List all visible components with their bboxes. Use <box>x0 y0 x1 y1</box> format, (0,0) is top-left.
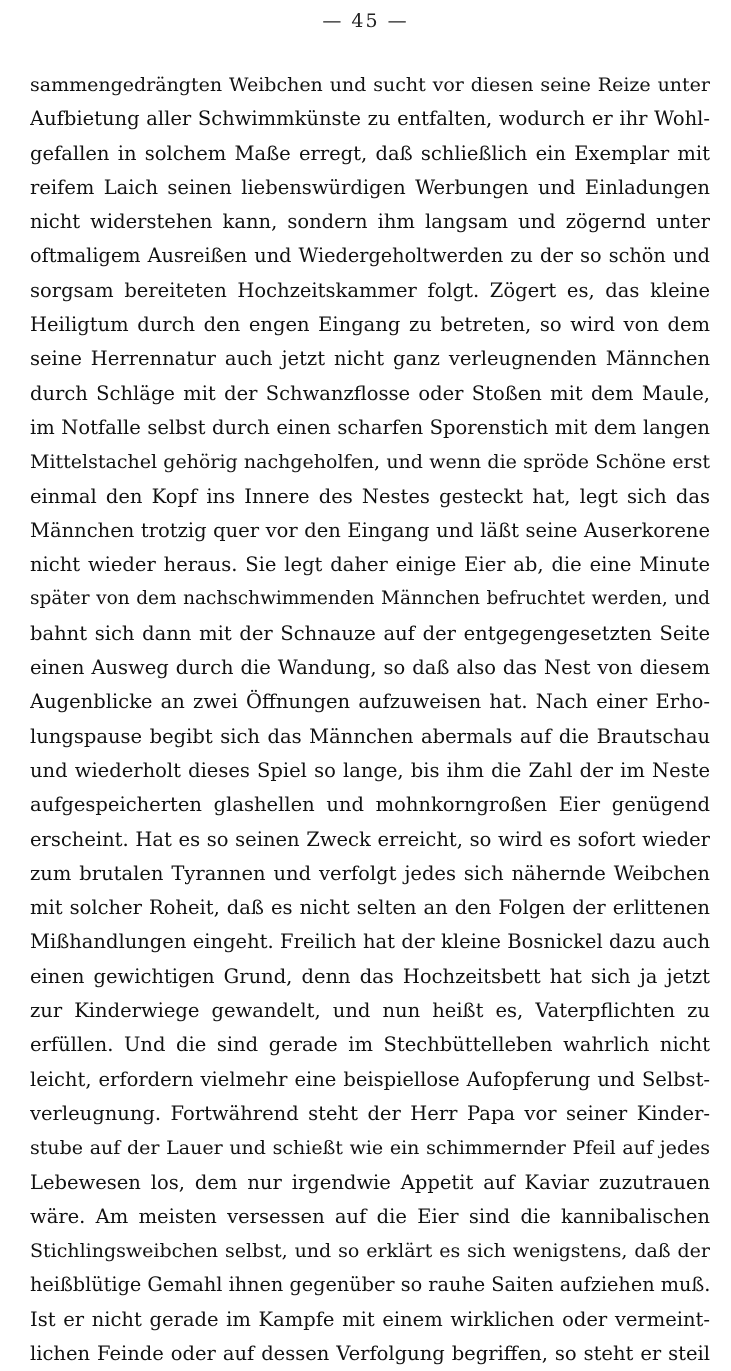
text-line: zum brutalen Tyrannen und verfolgt jedes sich nähernde Weibchen <box>30 861 710 885</box>
text-line: bahnt sich dann mit der Schnauze auf der entgegengesetzten Seite <box>30 621 710 645</box>
text-line: Heiligtum durch den engen Eingang zu betreten, so wird von dem <box>30 313 710 337</box>
text-line: leicht, erfordern vielmehr eine beispiellose Aufopferung und Selbst- <box>30 1067 710 1091</box>
text-line: im Notfalle selbst durch einen scharfen Sporenstich mit dem langen <box>30 415 710 439</box>
text-line: lungspause begibt sich das Männchen abermals auf die Brautschau <box>30 724 710 748</box>
text-line: reifem Laich seinen liebenswürdigen Werbungen und Einladungen <box>30 175 710 199</box>
text-line: sammengedrängten Weibchen und sucht vor diesen seine Reize unter <box>30 74 710 96</box>
text-line: und wiederholt dieses Spiel so lange, bis ihm die Zahl der im Neste <box>30 758 710 782</box>
text-line: stube auf der Lauer und schießt wie ein schimmernder Pfeil auf jedes <box>30 1137 710 1160</box>
text-line: Ist er nicht gerade im Kampfe mit einem wirklichen oder vermeint- <box>30 1307 710 1331</box>
text-line: heißblütige Gemahl ihnen gegenüber so rauhe Saiten aufziehen muß. <box>30 1273 710 1297</box>
text-line: wäre. Am meisten versessen auf die Eier sind die kannibalischen <box>30 1204 710 1228</box>
text-line: Lebewesen los, dem nur irgendwie Appetit auf Kaviar zuzutrauen <box>30 1170 710 1194</box>
text-line: Mißhandlungen eingeht. Freilich hat der kleine Bosnickel dazu auch <box>30 930 710 954</box>
text-line: einmal den Kopf ins Innere des Nestes gesteckt hat, legt sich das <box>30 484 710 508</box>
page-number: — 45 — <box>322 10 409 32</box>
text-line: Männchen trotzig quer vor den Eingang und läßt seine Auserkorene <box>30 518 710 542</box>
body-text <box>30 68 710 1371</box>
text-line: gefallen in solchem Maße erregt, daß schließlich ein Exemplar mit <box>30 141 710 165</box>
text-line: Aufbietung aller Schwimmkünste zu entfalten, wodurch er ihr Wohl- <box>30 107 710 131</box>
text-line: zur Kinderwiege gewandelt, und nun heißt es, Vaterpflichten zu <box>30 999 710 1023</box>
text-line: aufgespeicherten glashellen und mohnkorngroßen Eier genügend <box>30 793 710 817</box>
text-line: Augenblicke an zwei Öffnungen aufzuweisen hat. Nach einer Erho- <box>30 690 710 714</box>
text-line: Stichlingsweibchen selbst, und so erklärt es sich wenigstens, daß der <box>30 1240 710 1263</box>
text-line: seine Herrennatur auch jetzt nicht ganz verleugnenden Männchen <box>30 347 710 371</box>
text-line: erscheint. Hat es so seinen Zweck erreicht, so wird es sofort wieder <box>30 827 710 851</box>
text-line: Mittelstachel gehörig nachgeholfen, und wenn die spröde Schöne erst <box>30 451 710 474</box>
text-line: erfüllen. Und die sind gerade im Stechbüttelleben wahrlich nicht <box>30 1033 710 1057</box>
text-line: später von dem nachschwimmenden Männchen befruchtet werden, und <box>30 588 710 610</box>
text-line: sorgsam bereiteten Hochzeitskammer folgt. Zögert es, das kleine <box>30 278 710 302</box>
text-line: verleugnung. Fortwährend steht der Herr Papa vor seiner Kinder- <box>30 1101 710 1125</box>
text-line: einen gewichtigen Grund, denn das Hochzeitsbett hat sich ja jetzt <box>30 964 710 988</box>
text-line: mit solcher Roheit, daß es nicht selten an den Folgen der erlittenen <box>30 896 710 920</box>
text-line: oftmaligem Ausreißen und Wiedergeholtwerden zu der so schön und <box>30 244 710 268</box>
text-line: durch Schläge mit der Schwanzflosse oder Stoßen mit dem Maule, <box>30 381 710 405</box>
text-line: einen Ausweg durch die Wandung, so daß also das Nest von diesem <box>30 656 710 680</box>
text-line: lichen Feinde oder auf dessen Verfolgung begriffen, so steht er steil <box>30 1341 710 1365</box>
text-line: nicht wieder heraus. Sie legt daher einige Eier ab, die eine Minute <box>30 553 710 577</box>
text-line: nicht widerstehen kann, sondern ihm langsam und zögernd unter <box>30 210 710 234</box>
